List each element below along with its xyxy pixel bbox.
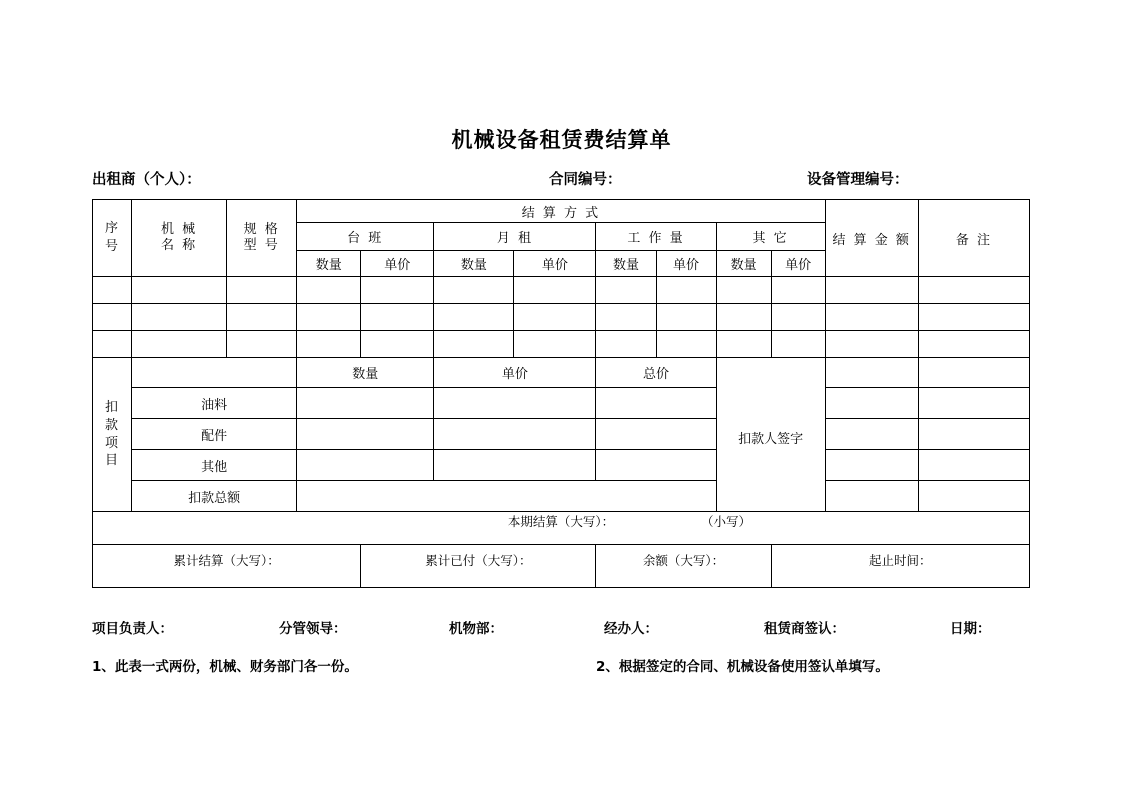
header-method-other: 其 它 — [716, 223, 825, 251]
cell-other-unit-price[interactable] — [771, 304, 825, 331]
cell-machine-name[interactable] — [132, 304, 227, 331]
deduction-fuel-total-price[interactable] — [596, 388, 716, 419]
cell-workload-quantity[interactable] — [596, 304, 656, 331]
note-2: 2、根据签定的合同、机械设备使用签认单填写。 — [596, 659, 889, 675]
cell-monthly-quantity[interactable] — [434, 331, 514, 358]
header-settlement-amount: 结 算 金 额 — [825, 200, 918, 277]
deduction-amount-cell[interactable] — [825, 450, 918, 481]
deduction-parts-unit-price[interactable] — [434, 419, 596, 450]
cumulative-settlement-cell[interactable]: 累计结算（大写）： — [93, 545, 361, 588]
deduction-header-quantity: 数量 — [297, 358, 434, 388]
contract-number-label: 合同编号： — [549, 172, 622, 188]
header-method-workload: 工 作 量 — [596, 223, 716, 251]
cell-spec-model[interactable] — [227, 331, 297, 358]
cell-other-quantity[interactable] — [716, 277, 771, 304]
deduction-item-label-other: 其他 — [132, 450, 297, 481]
header-spec-model: 规 格 型 号 — [227, 200, 297, 277]
cell-other-quantity[interactable] — [716, 331, 771, 358]
current-settlement-label: 本期结算（大写）： — [507, 514, 615, 529]
cell-settlement-amount[interactable] — [825, 304, 918, 331]
cell-workload-unit-price[interactable] — [656, 304, 716, 331]
header-machine-name: 机 械 名 称 — [132, 200, 227, 277]
cell-taiban-unit-price[interactable] — [361, 331, 434, 358]
current-settlement-row[interactable] — [93, 512, 1030, 545]
lessor-label: 出租商（个人）： — [92, 172, 201, 188]
deduction-fuel-quantity[interactable] — [297, 388, 434, 419]
deduction-other-unit-price[interactable] — [434, 450, 596, 481]
cell-taiban-unit-price[interactable] — [361, 277, 434, 304]
deduction-total-value[interactable] — [297, 481, 716, 512]
deduction-header-unit-price: 单价 — [434, 358, 596, 388]
deduction-other-total-price[interactable] — [596, 450, 716, 481]
cell-other-unit-price[interactable] — [771, 277, 825, 304]
signature-handler: 经办人： — [604, 621, 658, 637]
header-monthly-unit-price: 单价 — [514, 251, 596, 277]
deduction-signature-cell[interactable] — [716, 358, 825, 512]
cell-monthly-unit-price[interactable] — [514, 304, 596, 331]
cell-taiban-quantity[interactable] — [297, 331, 361, 358]
signature-row — [92, 617, 1052, 639]
header-remark: 备 注 — [918, 200, 1029, 277]
table-row[interactable] — [93, 277, 1030, 304]
header-monthly-quantity: 数量 — [434, 251, 514, 277]
cell-seq[interactable] — [93, 277, 132, 304]
cell-workload-unit-price[interactable] — [656, 277, 716, 304]
deduction-remark-cell[interactable] — [918, 388, 1029, 419]
deduction-amount-cell[interactable] — [825, 358, 918, 388]
deduction-item-row[interactable] — [93, 388, 1030, 419]
period-cell[interactable]: 起止时间： — [771, 545, 1029, 588]
cell-remark[interactable] — [918, 331, 1029, 358]
cell-monthly-quantity[interactable] — [434, 304, 514, 331]
deduction-section-label: 扣 款 项 目 — [93, 358, 132, 512]
table-row[interactable] — [93, 304, 1030, 331]
deduction-amount-cell[interactable] — [825, 481, 918, 512]
deduction-signature-label: 扣款人签字 — [738, 431, 804, 447]
cell-spec-model[interactable] — [227, 277, 297, 304]
cell-seq[interactable] — [93, 304, 132, 331]
signature-lessor-confirm: 租赁商签认： — [764, 621, 845, 637]
deduction-header-blank — [132, 358, 297, 388]
deduction-total-row[interactable] — [93, 481, 1030, 512]
deduction-remark-cell[interactable] — [918, 358, 1029, 388]
cell-other-unit-price[interactable] — [771, 331, 825, 358]
deduction-header-row — [93, 358, 1030, 388]
table-header-row-1 — [93, 200, 1030, 223]
header-settlement-method: 结 算 方 式 — [297, 200, 826, 223]
header-seq: 序 号 — [93, 200, 132, 277]
cell-other-quantity[interactable] — [716, 304, 771, 331]
deduction-total-label: 扣款总额 — [132, 481, 297, 512]
cell-spec-model[interactable] — [227, 304, 297, 331]
note-1: 1、此表一式两份，机械、财务部门各一份。 — [92, 659, 358, 675]
cell-monthly-unit-price[interactable] — [514, 331, 596, 358]
deduction-parts-quantity[interactable] — [297, 419, 434, 450]
current-settlement-small-label: （小写） — [701, 514, 752, 529]
deduction-amount-cell[interactable] — [825, 388, 918, 419]
cell-monthly-quantity[interactable] — [434, 277, 514, 304]
cell-machine-name[interactable] — [132, 277, 227, 304]
header-other-quantity: 数量 — [716, 251, 771, 277]
cell-machine-name[interactable] — [132, 331, 227, 358]
cell-monthly-unit-price[interactable] — [514, 277, 596, 304]
signature-equipment-dept: 机物部： — [449, 621, 503, 637]
current-settlement-cell[interactable] — [93, 512, 1030, 545]
table-row[interactable] — [93, 331, 1030, 358]
form-notes — [92, 655, 1052, 677]
cell-settlement-amount[interactable] — [825, 277, 918, 304]
cell-workload-quantity[interactable] — [596, 331, 656, 358]
header-method-taiban: 台 班 — [297, 223, 434, 251]
deduction-header-total-price: 总价 — [596, 358, 716, 388]
equipment-number-label: 设备管理编号： — [807, 172, 909, 188]
deduction-item-label-fuel: 油料 — [132, 388, 297, 419]
settlement-table — [92, 199, 1030, 588]
deduction-other-quantity[interactable] — [297, 450, 434, 481]
header-taiban-unit-price: 单价 — [361, 251, 434, 277]
deduction-item-label-parts: 配件 — [132, 419, 297, 450]
header-other-unit-price: 单价 — [771, 251, 825, 277]
deduction-remark-cell[interactable] — [918, 481, 1029, 512]
cell-taiban-unit-price[interactable] — [361, 304, 434, 331]
header-workload-quantity: 数量 — [596, 251, 656, 277]
deduction-item-row[interactable] — [93, 450, 1030, 481]
deduction-amount-cell[interactable] — [825, 419, 918, 450]
header-taiban-quantity: 数量 — [297, 251, 361, 277]
balance-cell[interactable]: 余额（大写）： — [596, 545, 771, 588]
deduction-item-row[interactable] — [93, 419, 1030, 450]
signature-supervising-leader: 分管领导： — [279, 621, 347, 637]
header-workload-unit-price: 单价 — [656, 251, 716, 277]
signature-date: 日期： — [950, 621, 991, 637]
cumulative-paid-cell[interactable]: 累计已付（大写）： — [361, 545, 596, 588]
cumulative-row[interactable] — [93, 545, 1030, 588]
cell-remark[interactable] — [918, 304, 1029, 331]
deduction-remark-cell[interactable] — [918, 419, 1029, 450]
form-meta-row — [92, 168, 1032, 190]
cell-workload-quantity[interactable] — [596, 277, 656, 304]
deduction-parts-total-price[interactable] — [596, 419, 716, 450]
cell-remark[interactable] — [918, 277, 1029, 304]
cell-taiban-quantity[interactable] — [297, 304, 361, 331]
cell-settlement-amount[interactable] — [825, 331, 918, 358]
page-title: 机械设备租赁费结算单 — [451, 127, 672, 152]
cell-seq[interactable] — [93, 331, 132, 358]
deduction-fuel-unit-price[interactable] — [434, 388, 596, 419]
signature-project-manager: 项目负责人： — [92, 621, 173, 637]
cell-taiban-quantity[interactable] — [297, 277, 361, 304]
header-method-monthly: 月 租 — [434, 223, 596, 251]
deduction-remark-cell[interactable] — [918, 450, 1029, 481]
cell-workload-unit-price[interactable] — [656, 331, 716, 358]
